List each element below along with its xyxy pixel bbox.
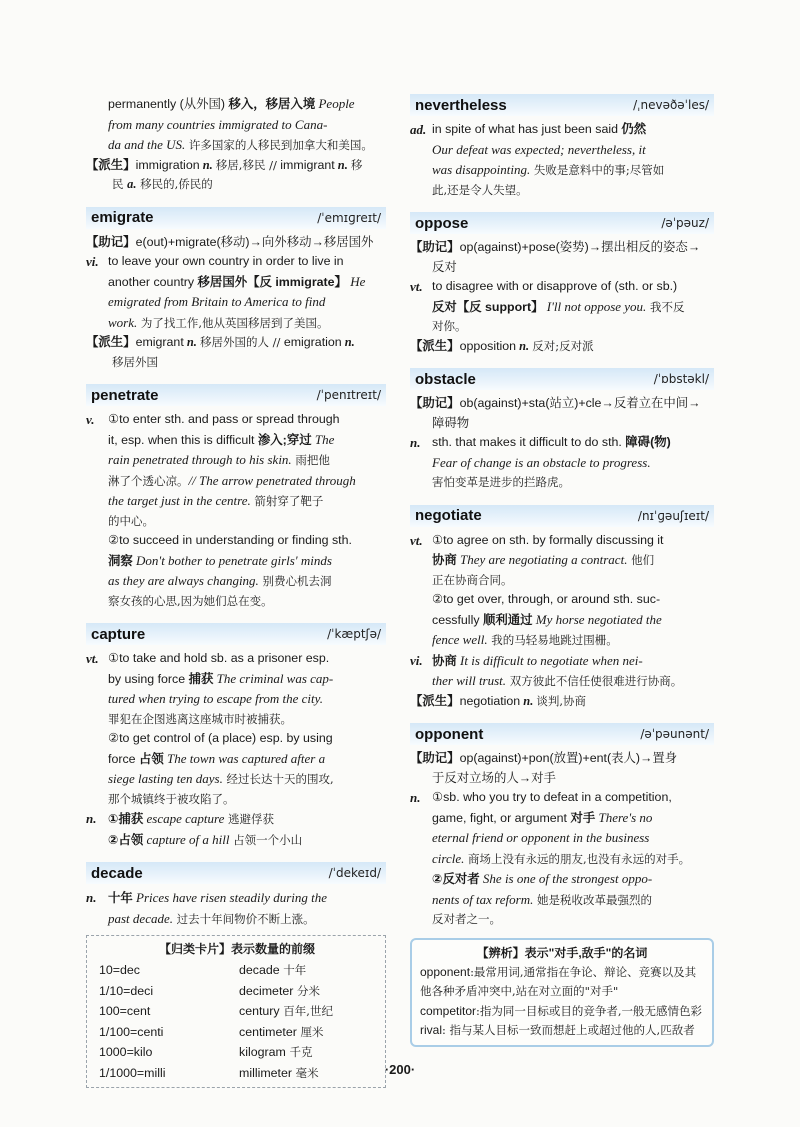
phonetic: /ˈpenɪtreɪt/ bbox=[316, 388, 381, 402]
entry-immigrate-continued bbox=[86, 94, 386, 195]
example-line: Our defeat was expected; nevertheless, it bbox=[432, 141, 646, 157]
example-line: Fear of change is an obstacle to progress. bbox=[432, 454, 651, 470]
definition-line: vt. ①to take and hold sb. as a prisoner esp. bbox=[86, 651, 330, 666]
definition-line: v. ①to enter sth. and pass or spread through bbox=[86, 412, 340, 427]
example-line: as they are always changing. 别费心机去洞 bbox=[108, 573, 332, 588]
phonetic: /ˈemɪɡreɪt/ bbox=[317, 210, 381, 225]
example-line: 对你。 bbox=[432, 319, 467, 333]
mnemonic-line: 【助记】ob(against)+sta(站立)+cle→反着立在中间→ bbox=[410, 396, 701, 410]
card-row: 1/100=centi centimeter 厘米 bbox=[99, 1024, 324, 1039]
headword: obstacle bbox=[415, 370, 476, 388]
mnemonic-line: 【助记】op(against)+pose(姿势)→摆出相反的姿态→ bbox=[410, 240, 701, 254]
example-line: da and the US. 许多国家的人移民到加拿大和美国。 bbox=[108, 137, 373, 152]
headword-bar bbox=[410, 212, 714, 234]
entry-opponent bbox=[410, 723, 714, 1047]
headword: nevertheless bbox=[415, 96, 507, 114]
headword-bar bbox=[86, 384, 386, 406]
card-row: 1000=kilo kilogram 千克 bbox=[99, 1045, 313, 1059]
card-row: 10=dec decade 十年 bbox=[99, 963, 307, 977]
phonetic: /ˈɒbstəkl/ bbox=[653, 372, 709, 386]
headword: negotiate bbox=[415, 507, 482, 524]
phonetic: /nɪˈɡəuʃɪeɪt/ bbox=[637, 508, 709, 523]
example-line: 正在协商合同。 bbox=[432, 572, 513, 587]
derivative-line: 【派生】negotiation n. 谈判,协商 bbox=[410, 693, 587, 708]
example-line: ther will trust. 双方彼此不信任使很难进行协商。 bbox=[432, 673, 683, 688]
example-line: was disappointing. 失败是意料中的事;尽管如 bbox=[432, 162, 665, 177]
example-line: eternal friend or opponent in the business bbox=[432, 830, 650, 845]
right-column bbox=[410, 94, 714, 1047]
headword: penetrate bbox=[91, 386, 159, 404]
analysis-note-box bbox=[410, 938, 714, 1047]
headword: decade bbox=[91, 864, 143, 882]
example-line: rain penetrated through to his skin. 雨把他 bbox=[108, 452, 330, 467]
phonetic: /ˈkæptʃə/ bbox=[327, 627, 381, 641]
example-line: 罪犯在企图逃离这座城市时被捕获。 bbox=[108, 711, 292, 726]
mnemonic-line: 【助记】op(against)+pon(放置)+ent(表人)→置身 bbox=[410, 751, 678, 765]
derivative-line: 移居外国 bbox=[112, 354, 158, 369]
mnemonic-line: 【助记】e(out)+migrate(移动)→向外移动→移居国外 bbox=[86, 234, 374, 249]
definition-line: vi. 协商 It is difficult to negotiate when nei- bbox=[410, 652, 643, 668]
phonetic: /əˈpəuz/ bbox=[661, 216, 709, 230]
example-line: circle. 商场上没有永远的朋友,也没有永远的对手。 bbox=[432, 850, 691, 866]
entry-obstacle bbox=[410, 368, 714, 493]
derivative-line: 民 a. 移民的,侨民的 bbox=[112, 177, 213, 191]
derivative-line: 【派生】immigration n. 移居,移民 // immigrant n. 移 bbox=[86, 157, 363, 172]
headword-bar bbox=[410, 94, 714, 116]
card-row: 1/1000=milli millimeter 毫米 bbox=[99, 1065, 319, 1080]
example-line: 洞察 Don't bother to penetrate girls' minds bbox=[108, 552, 332, 568]
example-line: 的中心。 bbox=[108, 513, 154, 528]
note-paragraph: competitor:指为同一目标或目的竞争者,一般无感情色彩 bbox=[420, 1003, 703, 1018]
mnemonic-line: 障碍物 bbox=[432, 415, 470, 430]
definition-line: force 占领 The town was captured after a bbox=[108, 750, 326, 766]
derivative-line: 【派生】opposition n. 反对;反对派 bbox=[410, 338, 594, 353]
entry-emigrate bbox=[86, 207, 386, 373]
example-line: nents of tax reform. 她是税收改革最强烈的 bbox=[432, 891, 652, 907]
example-line: 此,还是令人失望。 bbox=[432, 182, 528, 197]
definition-line: ②to get control of (a place) esp. by using bbox=[108, 731, 333, 745]
entry-negotiate bbox=[410, 505, 714, 712]
note-title: 【辨析】表示"对手,敌手"的名词 bbox=[476, 945, 648, 960]
headword: capture bbox=[91, 625, 146, 643]
example-line: 淋了个透心凉。// The arrow penetrated through bbox=[108, 472, 356, 488]
left-column bbox=[86, 94, 386, 1088]
headword: emigrate bbox=[91, 209, 154, 226]
derivative-line: 【派生】emigrant n. 移居外国的人 // emigration n. bbox=[86, 335, 355, 349]
example-line: emigrated from Britain to America to find bbox=[108, 294, 326, 309]
definition-line: vi. to leave your own country in order to live in bbox=[86, 254, 344, 269]
card-title: 【归类卡片】表示数量的前缀 bbox=[158, 942, 315, 956]
definition-line: ad. in spite of what has just been said 仍然 bbox=[410, 122, 647, 137]
headword-bar bbox=[410, 723, 714, 745]
mnemonic-line: 于反对立场的人→对手 bbox=[432, 770, 556, 785]
entry-oppose bbox=[410, 212, 714, 356]
example-line: 害怕变革是进步的拦路虎。 bbox=[432, 475, 570, 489]
entry-capture bbox=[86, 623, 386, 850]
phonetic: /əˈpəunənt/ bbox=[640, 727, 709, 741]
example-line: 那个城镇终于被攻陷了。 bbox=[108, 791, 235, 806]
example-line: 反对者之一。 bbox=[432, 912, 501, 926]
example-line: work. 为了找工作,他从英国移居到了美国。 bbox=[108, 314, 329, 330]
definition-line: ②反对者 She is one of the strongest oppo- bbox=[432, 871, 653, 886]
headword: opponent bbox=[415, 725, 484, 743]
example-line: tured when trying to escape from the city. bbox=[108, 691, 323, 706]
mnemonic-line: 反对 bbox=[432, 259, 457, 274]
headword-bar bbox=[410, 505, 714, 527]
definition-line: n. sth. that makes it difficult to do sth. 障碍(物) bbox=[410, 435, 671, 450]
example-line: 察女孩的心思,因为她们总在变。 bbox=[108, 593, 273, 608]
headword-bar bbox=[86, 862, 386, 884]
headword-bar bbox=[86, 623, 386, 645]
example-line: 反对【反 support】 I'll not oppose you. 我不反 bbox=[432, 298, 685, 314]
headword: oppose bbox=[415, 214, 469, 232]
example-line: 协商 They are negotiating a contract. 他们 bbox=[432, 552, 655, 567]
example-line: from many countries immigrated to Cana- bbox=[108, 116, 328, 132]
example-line: the target just in the centre. 箭射穿了靶子 bbox=[108, 493, 324, 508]
definition-line: another country 移居国外【反 immigrate】 He bbox=[108, 273, 366, 289]
entry-nevertheless bbox=[410, 94, 714, 200]
example-line: siege lasting ten days. 经过长达十天的围攻, bbox=[108, 771, 334, 786]
example-line: fence well. 我的马轻易地跳过围栅。 bbox=[432, 632, 618, 647]
entry-penetrate bbox=[86, 384, 386, 611]
page-number: ·200· bbox=[384, 1062, 416, 1077]
definition-line: game, fight, or argument 对手 There's no bbox=[432, 809, 653, 825]
definition-line: it, esp. when this is difficult 渗入;穿过 The bbox=[108, 431, 335, 447]
phonetic: /ˈdekeɪd/ bbox=[328, 866, 381, 880]
definition-line: ②to get over, through, or around sth. suc- bbox=[432, 592, 661, 606]
definition-line: ②to succeed in understanding or finding sth. bbox=[108, 533, 352, 547]
definition-line: n. ①捕获 escape capture 逃避俘获 bbox=[86, 811, 275, 826]
note-paragraph: opponent:最常用词,通常指在争论、辩论、竞赛以及其他各种矛盾冲突中,站在对立面的"对手" bbox=[420, 964, 697, 998]
headword-bar bbox=[86, 207, 386, 229]
definition-line: vt. to disagree with or disapprove of (sth. or sb.) bbox=[410, 279, 678, 294]
note-paragraph: rival: 指与某人目标一致而想赶上或超过他的人,匹敌者 bbox=[420, 1023, 695, 1037]
headword-bar bbox=[410, 368, 714, 390]
definition-line: cessfully 顺利通过 My horse negotiated the bbox=[432, 611, 662, 627]
definition-line: by using force 捕获 The criminal was cap- bbox=[108, 670, 334, 686]
definition-line: ②占领 capture of a hill 占领一个小山 bbox=[108, 831, 303, 847]
definition-line: n. 十年 Prices have risen steadily during the bbox=[86, 890, 328, 905]
definition-line: vt. ①to agree on sth. by formally discussing it bbox=[410, 532, 664, 548]
card-row: 1/10=deci decimeter 分米 bbox=[99, 983, 321, 998]
phonetic: /ˌnevəðəˈles/ bbox=[633, 98, 709, 112]
example-line: past decade. 过去十年间物价不断上涨。 bbox=[108, 910, 315, 926]
entry-decade bbox=[86, 862, 386, 1088]
definition-line: permanently (从外国) 移入，移居入境 People bbox=[108, 96, 355, 111]
card-row: 100=cent century 百年,世纪 bbox=[99, 1004, 333, 1018]
definition-line: n. ①sb. who you try to defeat in a competition, bbox=[410, 790, 672, 805]
